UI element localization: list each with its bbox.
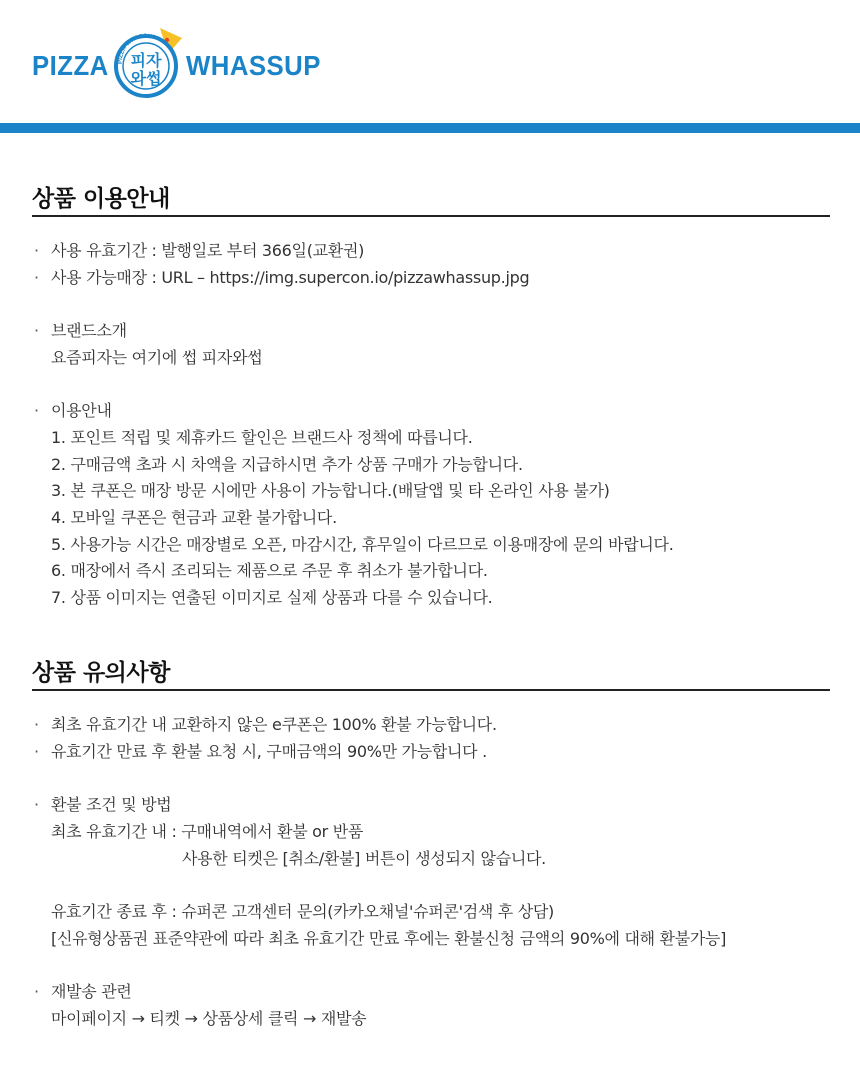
guide-item: 4. 모바일 쿠폰은 현금과 교환 불가합니다.	[51, 508, 337, 527]
bullet-icon: ·	[34, 401, 39, 420]
bullet-icon: ·	[34, 241, 39, 260]
refund-after-note: [신유형상품권 표준약관에 따라 최초 유효기간 만료 후에는 환불신청 금액의 90%에 대해 환불가능]	[51, 929, 727, 948]
usage-title-divider	[32, 215, 830, 217]
bullet-icon: ·	[34, 982, 39, 1001]
logo-word-left: PIZZA	[32, 50, 109, 81]
notice-refund-line: · 최초 유효기간 내 교환하지 않은 e쿠폰은 100% 환불 가능합니다.	[34, 715, 497, 734]
bullet-icon: ·	[34, 321, 39, 340]
guide-item: 7. 상품 이미지는 연출된 이미지로 실제 상품과 다를 수 있습니다.	[51, 588, 493, 607]
logo-word-right: WHASSUP	[186, 50, 321, 81]
resend-label: · 재발송 관련	[34, 982, 132, 1001]
bullet-icon: ·	[34, 715, 39, 734]
header	[0, 0, 860, 123]
refund-after-line: 유효기간 종료 후 : 슈퍼콘 고객센터 문의(카카오채널'슈퍼콘'검색 후 상담)	[51, 902, 554, 921]
bullet-icon: ·	[34, 742, 39, 761]
refund-label: · 환불 조건 및 방법	[34, 795, 172, 814]
guide-item: 3. 본 쿠폰은 매장 방문 시에만 사용이 가능합니다.(배달앱 및 타 온라인 사용 불가)	[51, 481, 610, 500]
refund-within-note: 사용한 티켓은 [취소/환불] 버튼이 생성되지 않습니다.	[182, 849, 546, 868]
guide-item: 5. 사용가능 시간은 매장별로 오픈, 마감시간, 휴무일이 다르므로 이용매장에 문의 바랍니다.	[51, 535, 674, 554]
notice-title-divider	[32, 689, 830, 691]
refund-within-line: 최초 유효기간 내 : 구매내역에서 환불 or 반품	[51, 822, 364, 841]
bullet-icon: ·	[34, 268, 39, 287]
guide-item: 2. 구매금액 초과 시 차액을 지급하시면 추가 상품 구매가 가능합니다.	[51, 455, 523, 474]
usage-validity-line: · 사용 유효기간 : 발행일로 부터 366일(교환권)	[34, 241, 365, 260]
usage-section-title: 상품 이용안내	[32, 186, 170, 212]
emblem-bottom-text: 와썹	[130, 69, 162, 88]
guide-item: 6. 매장에서 즉시 조리되는 제품으로 주문 후 취소가 불가합니다.	[51, 561, 488, 580]
guide-label: · 이용안내	[34, 401, 112, 420]
brand-intro-text: 요즘피자는 여기에 썹 피자와썹	[51, 348, 263, 367]
brand-intro-label: · 브랜드소개	[34, 321, 127, 340]
header-accent-bar	[0, 123, 860, 133]
pizza-whassup-logo	[32, 24, 322, 102]
guide-item: 1. 포인트 적립 및 제휴카드 할인은 브랜드사 정책에 따릅니다.	[51, 428, 473, 447]
resend-path: 마이페이지 → 티켓 → 상품상세 클릭 → 재발송	[51, 1009, 367, 1028]
notice-section-title: 상품 유의사항	[32, 660, 170, 686]
notice-expired-line: · 유효기간 만료 후 환불 요청 시, 구매금액의 90%만 가능합니다 .	[34, 742, 487, 761]
bullet-icon: ·	[34, 795, 39, 814]
emblem-ring-text: PIZZA WHASSUP	[117, 33, 157, 65]
emblem-top-text: 피자	[130, 51, 162, 70]
usage-store-line: · 사용 가능매장 : URL – https://img.supercon.io/pizzawhassup.jpg	[34, 268, 530, 287]
pizza-emblem-icon	[112, 24, 184, 100]
